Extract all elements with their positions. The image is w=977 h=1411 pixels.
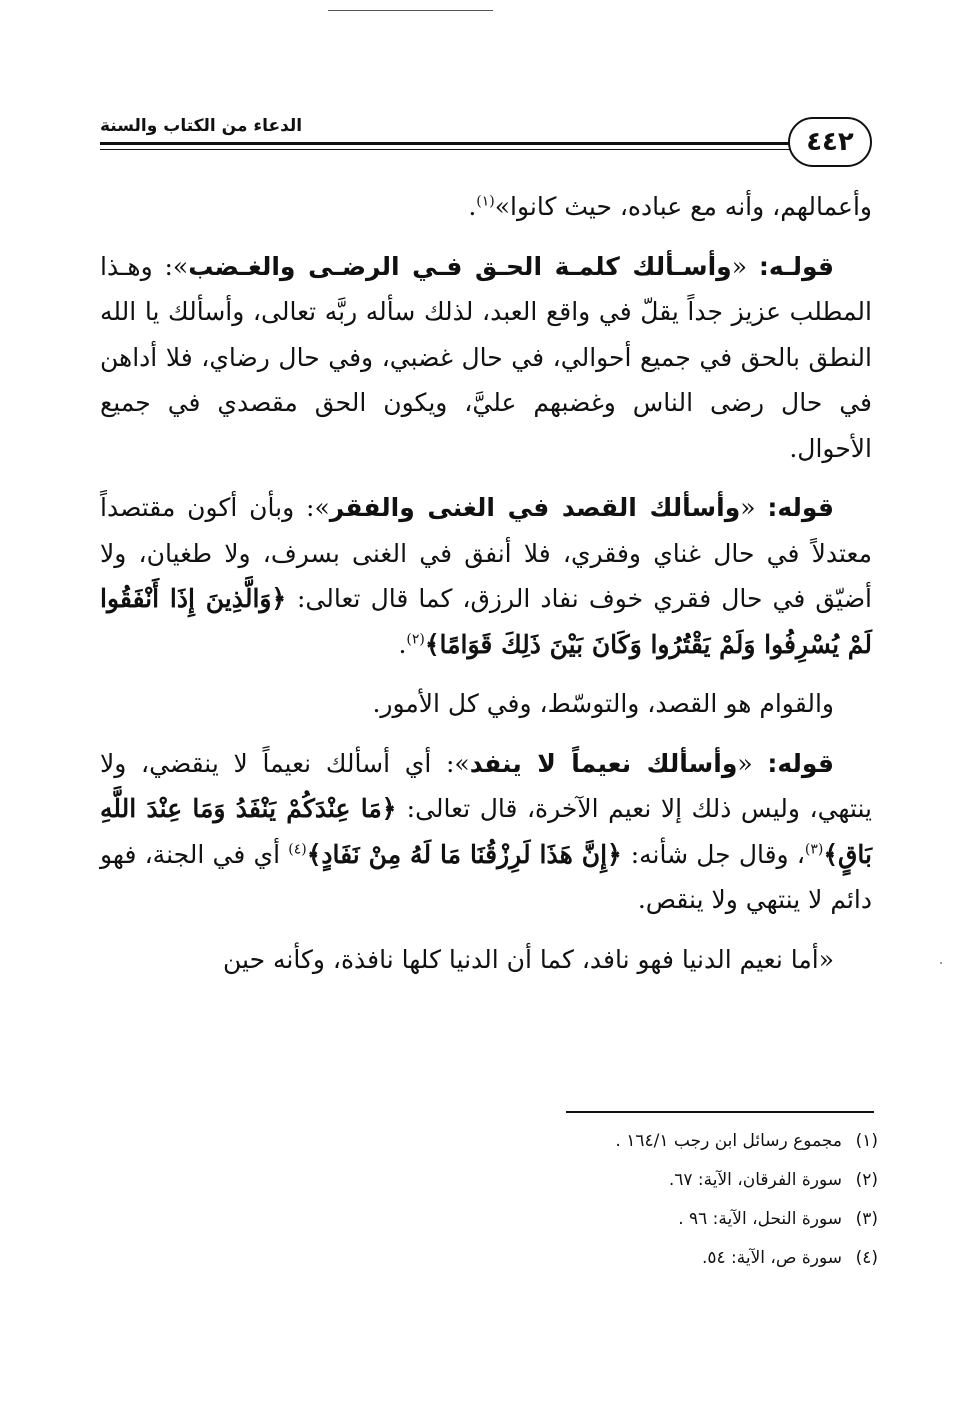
paragraph-3-close-quote: » [314, 493, 330, 522]
paragraph-5-commentary-1: : أي أسألك نعيماً لا ينقضي، ولا ينتهي، وليس ذلك إلا نعيم الآخرة، قال تعالى: [100, 748, 872, 823]
paragraph-5-commentary-2: ، وقال جل شأنه: [630, 839, 805, 869]
paragraph-5-quran-verse-1: ﴿مَا عِنْدَكُمْ يَنْفَدُ وَمَا عِنْدَ اللَّهِ بَاقٍ﴾ [100, 794, 873, 869]
footnote-3 [450, 1200, 878, 1239]
paragraph-2-hadith-phrase: وأسـألك كلمـة الحـق فـي الرضـى والغـضب [188, 251, 732, 281]
footnote-text: مجموع رسائل ابن رجب ١٦٤/١ . [615, 1131, 842, 1151]
footnotes [450, 1122, 878, 1278]
paragraph-3-hadith-phrase: وأسألك القصد في الغنى والفقر [329, 493, 741, 522]
footnote-2 [450, 1161, 878, 1200]
paragraph-1 [100, 184, 872, 230]
paragraph-3-label: قوله: [767, 493, 834, 522]
footnote-ref-4: (٤) [288, 841, 307, 858]
paragraph-5-open-quote: « [737, 748, 768, 778]
footnote-ref-1: (١) [476, 193, 495, 210]
paragraph-2 [100, 244, 872, 472]
footnote-text: سورة ص، الآية: ٥٤. [701, 1248, 842, 1268]
paragraph-4-text: والقوام هو القصد، والتوسّط، وفي كل الأمور. [372, 689, 834, 718]
footnote-1 [450, 1122, 878, 1161]
running-title: الدعاء من الكتاب والسنة [100, 116, 303, 136]
paragraph-5-close-quote: » [454, 748, 470, 778]
footnote-text: سورة الفرقان، الآية: ٦٧. [668, 1170, 842, 1190]
footnote-number: (٢) [855, 1170, 878, 1190]
footnote-ref-2: (٢) [406, 631, 425, 648]
footnote-ref-3: (٣) [804, 841, 824, 858]
paragraph-3-open-quote: « [740, 493, 768, 522]
paragraph-2-open-quote: « [731, 251, 759, 281]
paragraph-5-commentary-3: أي في الجنة، فهو دائم لا ينتهي ولا ينقص. [100, 839, 872, 914]
footnote-4 [450, 1239, 878, 1278]
paragraph-3-commentary: : وبأن أكون مقتصداً معتدلاً في حال غناي وفقري، فلا أنفق في الغنى بسرف، ولا طغيان، ولا أضيّق في حال فقري خوف نفاد الرزق، كما قال تعالى: [100, 493, 872, 613]
paragraph-1-text: وأعمالهم، وأنه مع عباده، حيث كانوا» [494, 192, 872, 221]
paragraph-3-end: . [398, 629, 407, 659]
paragraph-4 [100, 681, 872, 727]
page-header [100, 112, 878, 172]
paragraph-5 [100, 741, 872, 923]
footnote-separator [566, 1111, 874, 1113]
paragraph-3-quran-verse: ﴿وَالَّذِينَ إِذَا أَنْفَقُوا لَمْ يُسْرِفُوا وَلَمْ يَقْتُرُوا وَكَانَ بَيْنَ ذَلِكَ قَوَامًا﴾ [100, 584, 872, 659]
paragraph-5-hadith-phrase: وأسألك نعيماً لا ينفد [469, 748, 738, 778]
scan-speck [940, 962, 942, 964]
footnote-text: سورة النحل، الآية: ٩٦ . [678, 1209, 842, 1229]
paragraph-2-commentary: : وهـذا المطلب عزيز جداً يقلّ في واقع العبد، لذلك سأله ربَّه تعالى، وأسألك يا الله النطق بالحق في جميع أحوالي، في حال غضبي، وفي حال رضاي، فلا أداهن في حال رضى الناس وغضبهم عليَّ، ويكون الحق مقصدي في جميع الأحوال. [100, 251, 872, 463]
footnote-number: (٣) [855, 1209, 878, 1229]
paragraph-6-text: «أما نعيم الدنيا فهو نافد، كما أن الدنيا كلها نافذة، وكأنه حين [223, 944, 834, 974]
page-number-badge: ٤٤٢ [788, 117, 872, 167]
paragraph-5-quran-verse-2: ﴿إِنَّ هَذَا لَرِزْقُنَا مَا لَهُ مِنْ نَفَادٍ﴾ [306, 839, 631, 869]
footnote-number: (٤) [855, 1248, 878, 1268]
top-edge-rule [328, 10, 493, 11]
paragraph-5-label: قوله: [767, 748, 834, 778]
header-rule-thick [100, 142, 790, 145]
paragraph-2-close-quote: » [172, 251, 189, 281]
paragraph-2-label: قولـه: [758, 251, 834, 281]
paragraph-1-end: . [468, 192, 477, 221]
paragraph-3 [100, 485, 872, 667]
header-rule-thin [100, 149, 790, 150]
footnote-number: (١) [855, 1131, 878, 1151]
main-text [100, 184, 872, 996]
paragraph-6 [100, 937, 872, 983]
